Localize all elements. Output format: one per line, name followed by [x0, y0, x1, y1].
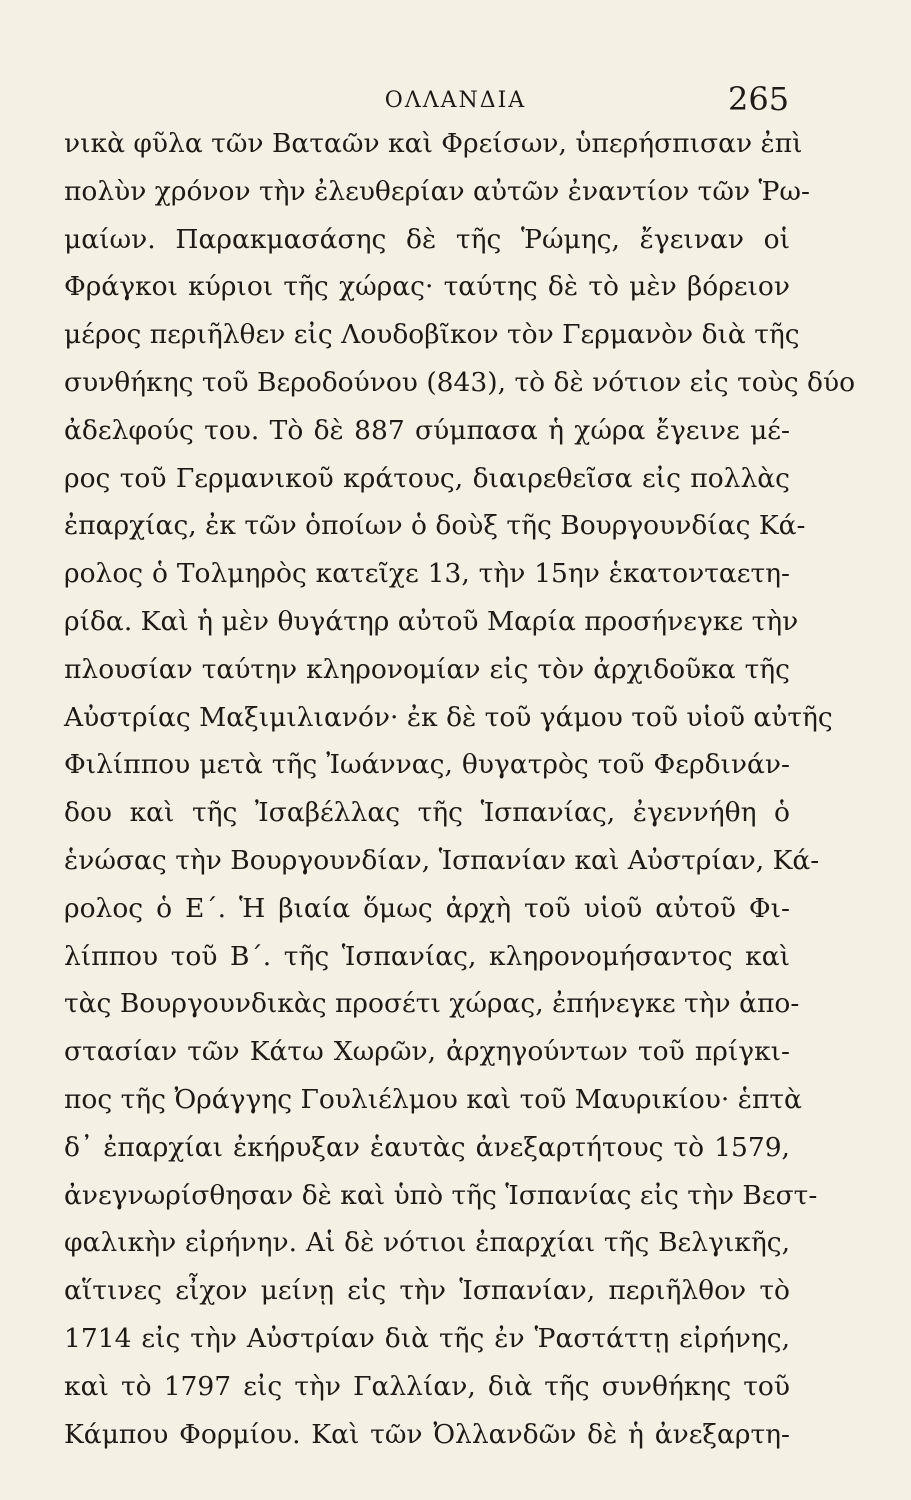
text-line: Αὐστρίας Μαξιμιλιανόν· ἐκ δὲ τοῦ γάμου τοῦ υἱοῦ αὐτῆς	[64, 701, 833, 733]
text-line: ἀνεγνωρίσθησαν δὲ καὶ ὑπὸ τῆς Ἱσπανίας εἰς τὴν Βεστ-	[64, 1179, 818, 1211]
text-line: Φιλίππου μετὰ τῆς Ἰωάννας, θυγατρὸς τοῦ Φερδινάν-	[64, 749, 790, 781]
text-line: δ᾽ ἐπαρχίαι ἐκήρυξαν ἑαυτὰς ἀνεξαρτήτους τὸ 1579,	[64, 1131, 790, 1163]
text-line: ρολος ὁ Ε΄. Ἡ βιαία ὅμως ἀρχὴ τοῦ υἱοῦ αὐτοῦ Φι-	[64, 892, 790, 924]
running-title: ΟΛΛΑΝΔΙΑ	[384, 88, 527, 113]
text-line: ἐπαρχίας, ἐκ τῶν ὁποίων ὁ δοὺξ τῆς Βουργουνδίας Κά-	[64, 510, 806, 542]
text-line: πολὺν χρόνον τὴν ἐλευθερίαν αὐτῶν ἐναντίον τῶν Ῥω-	[64, 175, 810, 207]
text-line: πος τῆς Ὀράγγης Γουλιέλμου καὶ τοῦ Μαυρικίου· ἑπτὰ	[64, 1083, 802, 1115]
text-line: ρολος ὁ Τολμηρὸς κατεῖχε 13, τὴν 15ην ἑκατονταετη-	[64, 558, 790, 590]
body-text	[64, 120, 856, 1458]
text-line: τὰς Βουργουνδικὰς προσέτι χώρας, ἐπήνεγκε τὴν ἀπο-	[64, 988, 800, 1020]
text-line: ἀδελφούς του. Τὸ δὲ 887 σύμπασα ἡ χώρα ἔγεινε μέ-	[64, 414, 790, 446]
page-number: 265	[728, 80, 790, 118]
text-line: φαλικὴν εἰρήνην. Αἱ δὲ νότιοι ἐπαρχίαι τῆς Βελγικῆς,	[64, 1227, 790, 1259]
text-line: ρος τοῦ Γερμανικοῦ κράτους, διαιρεθεῖσα εἰς πολλὰς	[64, 462, 790, 494]
text-line: καὶ τὸ 1797 εἰς τὴν Γαλλίαν, διὰ τῆς συνθήκης τοῦ	[64, 1370, 790, 1402]
text-line: συνθήκης τοῦ Βεροδούνου (843), τὸ δὲ νότιον εἰς τοὺς δύο	[64, 366, 856, 398]
text-line: μαίων. Παρακμασάσης δὲ τῆς Ῥώμης, ἔγειναν οἱ	[64, 223, 790, 255]
text-line: 1714 εἰς τὴν Αὐστρίαν διὰ τῆς ἐν Ῥαστάττῃ εἰρήνης,	[64, 1322, 790, 1354]
text-line: ρίδα. Καὶ ἡ μὲν θυγάτηρ αὐτοῦ Μαρία προσήνεγκε τὴν	[64, 605, 799, 637]
text-line: πλουσίαν ταύτην κληρονομίαν εἰς τὸν ἀρχιδοῦκα τῆς	[64, 653, 790, 685]
text-line: Κάμπου Φορμίου. Καὶ τῶν Ὀλλανδῶν δὲ ἡ ἀνεξαρτη-	[64, 1418, 790, 1450]
text-line: νικὰ φῦλα τῶν Βαταῶν καὶ Φρείσων, ὑπερήσπισαν ἐπὶ	[64, 128, 803, 159]
text-line: στασίαν τῶν Κάτω Χωρῶν, ἀρχηγούντων τοῦ πρίγκι-	[64, 1036, 790, 1068]
text-line: Φράγκοι κύριοι τῆς χώρας· ταύτης δὲ τὸ μὲν βόρειον	[64, 271, 790, 303]
text-line: αἵτινες εἶχον μείνῃ εἰς τὴν Ἱσπανίαν, περιῆλθον τὸ	[64, 1275, 790, 1307]
text-line: λίππου τοῦ Β΄. τῆς Ἱσπανίας, κληρονομήσαντος καὶ	[64, 940, 790, 972]
text-line: ἑνώσας τὴν Βουργουνδίαν, Ἱσπανίαν καὶ Αὐστρίαν, Κά-	[64, 844, 820, 876]
text-line: δου καὶ τῆς Ἰσαβέλλας τῆς Ἱσπανίας, ἐγεννήθη ὁ	[64, 797, 790, 829]
text-line: μέρος περιῆλθεν εἰς Λουδοβῖκον τὸν Γερμανὸν διὰ τῆς	[64, 319, 800, 351]
